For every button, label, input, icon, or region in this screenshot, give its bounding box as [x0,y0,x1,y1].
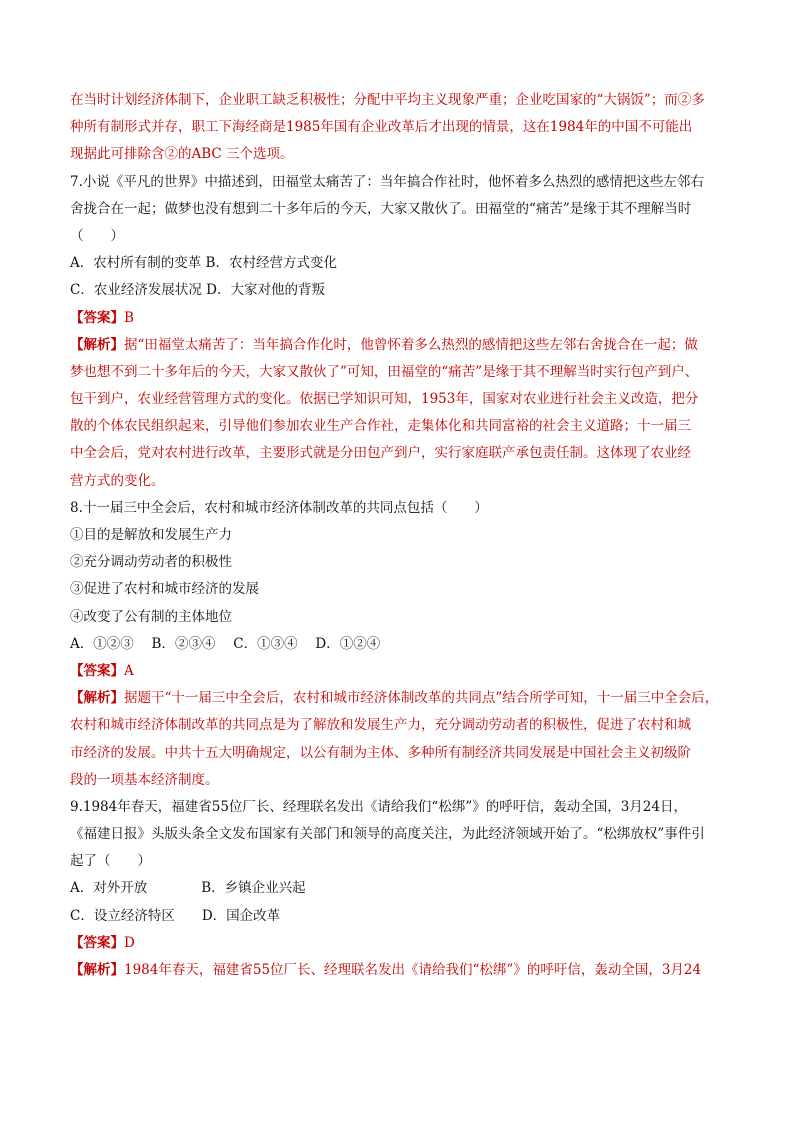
analysis-line: 农村和城市经济体制改革的共同点是为了解放和发展生产力，充分调动劳动者的积极性，促进了农村和城 [70,717,691,734]
analysis-line: 散的个体农民组织起来，引导他们参加农业生产合作社，走集体化和共同富裕的社会主义道路；十一届三 [70,418,691,435]
question-options: A．①②③ B．②③④ C．①③④ D．①②④ [70,635,381,652]
question-stem: 9.1984年春天，福建省55位厂长、经理联名发出《请给我们“松绑”》的呼吁信，轰动全国，3月24日， [70,798,687,815]
answer-tag: 【答案】 [70,309,124,326]
analysis-line: 营方式的变化。 [70,472,165,489]
question-9 [70,794,726,984]
analysis-line: 种所有制形式并存，职工下海经商是1985年国有企业改革后才出现的情景，这在1984年的中国不可能出 [70,119,693,136]
answer-tag: 【答案】 [70,662,124,679]
answer-tag: 【答案】 [70,934,124,951]
analysis-line: 梦也想不到二十多年后的今天，大家又散伙了”可知，田福堂的“痛苦”是缘于其不理解当时实行包产到户、 [70,363,699,380]
analysis-line [70,685,726,712]
analysis-tag: 【解析】 [70,336,124,353]
question-stem: 起了（ ） [70,853,151,870]
analysis-line: 中全会后，党对农村进行改革，主要形式就是分田包产到户，实行家庭联产承包责任制。这体现了农业经 [70,445,691,462]
analysis-line [70,332,726,359]
question-options: A．对外开放 B．乡镇企业兴起 [70,880,306,897]
analysis-text: 据题干“十一届三中全会后，农村和城市经济体制改革的共同点”结合所学可知，十一届三中全会后， [124,690,719,707]
question-item: ②充分调动劳动者的积极性 [70,554,232,571]
analysis-line: 段的一项基本经济制度。 [70,771,219,788]
answer-value: A [124,662,134,679]
question-stem: 8.十一届三中全会后，农村和城市经济体制改革的共同点包括（ ） [70,499,488,516]
answer-line [70,305,726,332]
question-item: ④改变了公有制的主体地位 [70,608,232,625]
question-stem: 舍拢合在一起；做梦也没有想到二十多年后的今天，大家又散伙了。田福堂的“痛苦”是缘于其不理解当时 [70,200,692,217]
analysis-line [70,957,726,984]
answer-line [70,930,726,957]
question-8 [70,495,726,794]
analysis-line: 现据此可排除含②的ABC 三个选项。 [70,146,294,163]
analysis-line: 在当时计划经济体制下，企业职工缺乏积极性；分配中平均主义现象严重；企业吃国家的“大锅饭”；而②多 [70,92,705,108]
question-item: ①目的是解放和发展生产力 [70,527,232,543]
previous-analysis [70,87,726,169]
answer-line [70,658,726,685]
analysis-line: 包干到户，农业经营管理方式的变化。依据已学知识可知，1953年，国家对农业进行社会主义改造，把分 [70,391,699,408]
question-options: C．农业经济发展状况 D．大家对他的背叛 [70,282,325,299]
analysis-tag: 【解析】 [70,962,124,978]
document-page [70,87,726,984]
analysis-text: 1984年春天，福建省55位厂长、经理联名发出《请给我们“松绑”》的呼吁信，轰动全国，3月24 [124,962,702,978]
analysis-text: 据“田福堂太痛苦了：当年搞合作化时，他曾怀着多么热烈的感情把这些左邻右舍拢合在一起；做 [124,336,698,353]
answer-value: D [124,934,135,951]
question-options: C．设立经济特区 D．国企改革 [70,907,281,924]
analysis-tag: 【解析】 [70,690,124,707]
question-item: ③促进了农村和城市经济的发展 [70,581,259,598]
question-7 [70,169,726,495]
question-stem: 《福建日报》头版头条全文发布国家有关部门和领导的高度关注，为此经济领域开始了。“松绑放权”事件引 [70,826,705,843]
question-stem: （ ） [70,227,124,244]
analysis-line: 市经济的发展。中共十五大明确规定，以公有制为主体、多种所有制经济共同发展是中国社会主义初级阶 [70,744,691,761]
answer-value: B [124,309,134,326]
question-stem: 7.小说《平凡的世界》中描述到，田福堂太痛苦了：当年搞合作社时，他怀着多么热烈的感情把这些左邻右 [70,173,704,190]
question-options: A．农村所有制的变革 B．农村经营方式变化 [70,255,337,272]
